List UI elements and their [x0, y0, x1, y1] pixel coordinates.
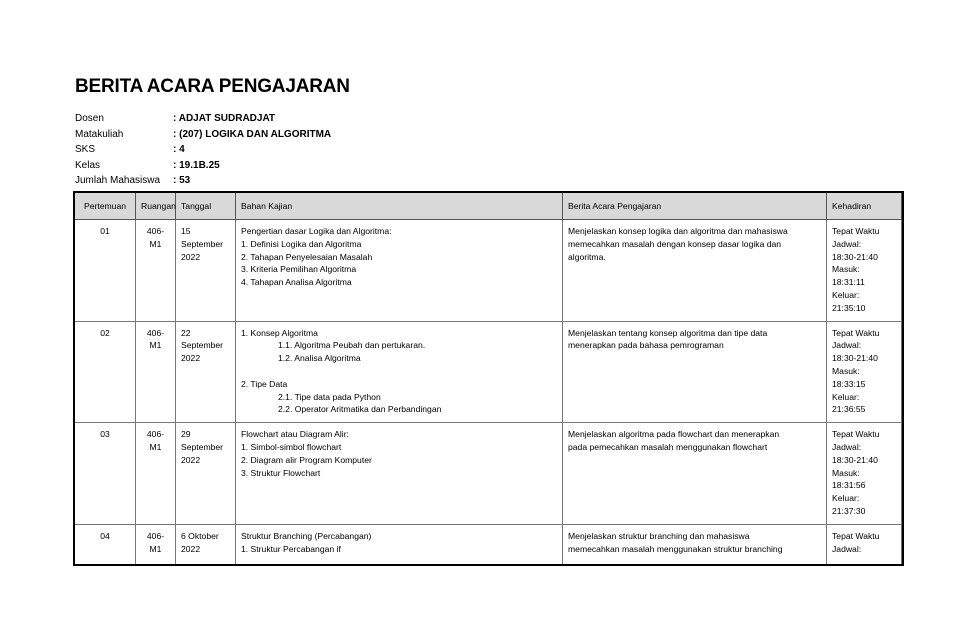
attendance-line: 21:36:55 — [832, 404, 866, 415]
table-header-row — [75, 193, 902, 220]
report-line: Menjelaskan algoritma pada flowchart dan menerapkan — [568, 429, 780, 440]
cell-bahan-kajian — [236, 524, 563, 564]
cell-kehadiran — [827, 423, 902, 525]
cell-ruangan: 406-M1 — [136, 220, 176, 322]
report-line: Menjelaskan struktur branching dan mahasiswa — [568, 530, 750, 541]
attendance-line: 18:31:11 — [832, 277, 865, 288]
info-value: : 53 — [173, 175, 191, 186]
cell-ruangan: 406-M1 — [136, 423, 176, 525]
attendance-line: 18:33:15 — [832, 378, 866, 389]
cell-berita-acara — [563, 321, 827, 423]
cell-pertemuan: 01 — [75, 220, 136, 322]
report-line: memecahkan masalah menggunakan struktur branching — [568, 543, 783, 554]
header-tanggal: Tanggal — [176, 193, 236, 220]
report-line: memecahkan masalah dengan konsep dasar logika dan — [568, 238, 782, 249]
date-line: 29 — [181, 429, 191, 440]
cell-kehadiran — [827, 524, 902, 564]
info-row-jumlah-mahasiswa — [75, 173, 331, 189]
course-info — [75, 111, 331, 189]
date-line: 2022 — [181, 454, 201, 465]
cell-berita-acara — [563, 220, 827, 322]
date-line: 2022 — [181, 353, 201, 364]
attendance-line: Tepat Waktu — [832, 327, 880, 338]
cell-pertemuan: 02 — [75, 321, 136, 423]
date-line: September — [181, 340, 224, 351]
topic-line: Flowchart atau Diagram Alir: — [241, 429, 349, 440]
attendance-line: Masuk: — [832, 467, 860, 478]
subtopic-line: 1.2. Analisa Algoritma — [278, 353, 361, 364]
attendance-line: Jadwal: — [832, 238, 862, 249]
cell-ruangan: 406-M1 — [136, 321, 176, 423]
info-row-dosen — [75, 111, 331, 127]
cell-tanggal — [176, 524, 236, 564]
header-bahan-kajian: Bahan Kajian — [236, 193, 563, 220]
cell-tanggal — [176, 321, 236, 423]
date-line: 2022 — [181, 251, 201, 262]
topic-line: 1. Konsep Algoritma — [241, 327, 318, 338]
topic-line: Pengertian dasar Logika dan Algoritma: — [241, 226, 392, 236]
attendance-line: 21:37:30 — [832, 505, 866, 516]
cell-bahan-kajian — [236, 321, 563, 423]
header-kehadiran: Kehadiran — [827, 193, 902, 220]
info-label: Matakuliah — [75, 128, 124, 140]
report-line: pada pemecahkan masalah menggunakan flowchart — [568, 441, 768, 452]
cell-tanggal — [176, 423, 236, 525]
date-line: 2022 — [181, 543, 201, 554]
attendance-line: Tepat Waktu — [832, 429, 880, 440]
info-label: Dosen — [75, 113, 104, 124]
attendance-line: Masuk: — [832, 264, 860, 275]
info-label: Kelas — [75, 159, 101, 171]
attendance-line: 18:30-21:40 — [832, 454, 878, 465]
topic-line: 1. Struktur Percabangan if — [241, 543, 341, 554]
report-line: algoritma. — [568, 251, 606, 262]
date-line: 15 — [181, 226, 191, 236]
topic-line: 2. Tahapan Penyelesaian Masalah — [241, 251, 373, 262]
info-value: : (207) LOGIKA DAN ALGORITMA — [173, 128, 332, 140]
attendance-line: Tepat Waktu — [832, 530, 880, 541]
info-value: : 4 — [173, 144, 185, 155]
page-title: BERITA ACARA PENGAJARAN — [75, 76, 350, 97]
teaching-record-table — [74, 192, 902, 565]
topic-line: 4. Tahapan Analisa Algoritma — [241, 277, 352, 288]
topic-line: 1. Simbol-simbol flowchart — [241, 441, 342, 452]
header-berita-acara: Berita Acara Pengajaran — [563, 193, 827, 220]
cell-pertemuan: 03 — [75, 423, 136, 525]
subtopic-line: 2.1. Tipe data pada Python — [278, 391, 381, 402]
cell-bahan-kajian — [236, 423, 563, 525]
cell-ruangan: 406-M1 — [136, 524, 176, 564]
info-label: Jumlah Mahasiswa — [75, 175, 161, 186]
table-row — [75, 321, 902, 423]
topic-line: 3. Struktur Flowchart — [241, 467, 321, 478]
spacer — [241, 365, 557, 378]
date-line: September — [181, 441, 224, 452]
header-pertemuan: Pertemuan — [75, 193, 136, 220]
info-row-kelas — [75, 158, 331, 174]
header-ruangan: Ruangan — [136, 193, 176, 220]
attendance-line: Keluar: — [832, 289, 860, 300]
report-line: Menjelaskan konsep logika dan algoritma dan mahasiswa — [568, 226, 788, 236]
attendance-line: Jadwal: — [832, 543, 862, 554]
attendance-line: Keluar: — [832, 493, 860, 504]
table-row — [75, 423, 902, 525]
attendance-line: Keluar: — [832, 391, 860, 402]
date-line: 22 — [181, 327, 191, 338]
cell-tanggal — [176, 220, 236, 322]
cell-kehadiran — [827, 220, 902, 322]
attendance-line: Masuk: — [832, 365, 860, 376]
attendance-line: 18:31:56 — [832, 480, 866, 491]
cell-bahan-kajian — [236, 220, 563, 322]
attendance-line: Tepat Waktu — [832, 226, 880, 236]
topic-line: Struktur Branching (Percabangan) — [241, 530, 372, 541]
topic-line: 1. Definisi Logika dan Algoritma — [241, 238, 362, 249]
attendance-line: Jadwal: — [832, 340, 862, 351]
date-line: 6 Oktober — [181, 530, 219, 541]
attendance-line: 21:35:10 — [832, 302, 866, 313]
cell-berita-acara — [563, 423, 827, 525]
info-value: : 19.1B.25 — [173, 159, 220, 171]
cell-berita-acara — [563, 524, 827, 564]
topic-line: 2. Diagram alir Program Komputer — [241, 454, 372, 465]
info-label: SKS — [75, 144, 96, 155]
info-row-sks — [75, 142, 331, 158]
subtopic-line: 2.2. Operator Aritmatika dan Perbandingan — [278, 404, 442, 415]
date-line: September — [181, 238, 224, 249]
table-row — [75, 524, 902, 564]
topic-line: 2. Tipe Data — [241, 378, 288, 389]
topic-line: 3. Kriteria Pemilihan Algoritma — [241, 264, 357, 275]
cell-kehadiran — [827, 321, 902, 423]
report-line: menerapkan pada bahasa pemrograman — [568, 340, 724, 351]
info-value: : ADJAT SUDRADJAT — [173, 113, 276, 124]
attendance-line: 18:30-21:40 — [832, 251, 878, 262]
table-row — [75, 220, 902, 322]
attendance-line: Jadwal: — [832, 441, 862, 452]
info-row-matakuliah — [75, 127, 331, 143]
report-line: Menjelaskan tentang konsep algoritma dan tipe data — [568, 327, 768, 338]
cell-pertemuan: 04 — [75, 524, 136, 564]
subtopic-line: 1.1. Algoritma Peubah dan pertukaran. — [278, 340, 426, 351]
attendance-line: 18:30-21:40 — [832, 353, 878, 364]
